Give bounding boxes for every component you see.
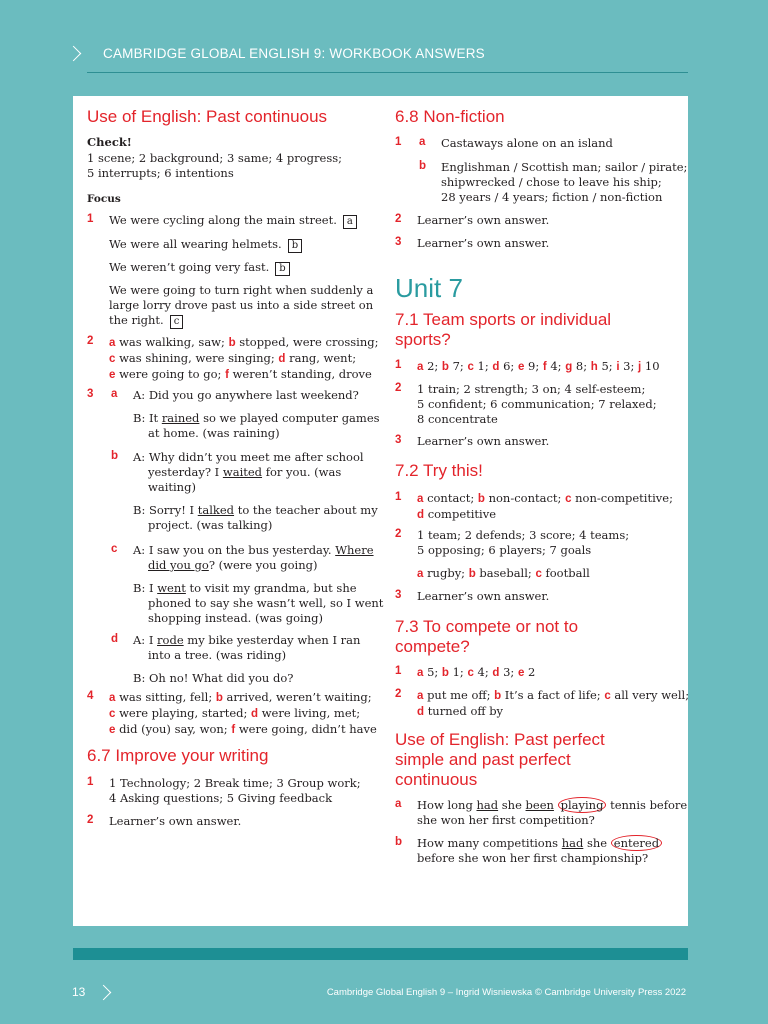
question-3 <box>395 236 680 252</box>
question-number: 1 <box>395 491 402 503</box>
question-1 <box>395 491 680 523</box>
question-2 <box>87 814 372 830</box>
section-title-7-3: 7.3 To compete or not to compete? <box>395 617 579 656</box>
answer-letter: d <box>278 353 286 365</box>
question-number: 3 <box>395 434 402 446</box>
chevron-right-icon <box>96 985 112 1001</box>
answer-text: were playing, started; <box>119 706 248 720</box>
answer-line <box>417 688 690 704</box>
question-number: 3 <box>87 388 94 400</box>
answer-line <box>109 213 357 229</box>
answer-text: 5 opposing; 6 players; 7 goals <box>417 543 592 557</box>
answer-box: a <box>343 215 357 229</box>
answer-text: were going to go; <box>119 367 222 381</box>
answer-letter: f <box>542 361 547 373</box>
answer-text: were going, didn’t have <box>238 722 377 736</box>
dialogue-line: B: Sorry! I talked to the teacher about my <box>133 503 378 517</box>
answer-text: arrived, weren’t waiting; <box>226 690 372 704</box>
answer-letter: a <box>395 798 402 810</box>
answer-text: competitive <box>427 507 497 521</box>
header-divider <box>87 72 688 73</box>
answer-letter: b <box>395 836 403 848</box>
answer-letter: e <box>109 369 116 381</box>
check-line-1: 1 scene; 2 background; 3 same; 4 progress; <box>87 151 343 165</box>
section-title-6-8: 6.8 Non-fiction <box>395 107 505 126</box>
answer-text: non-contact; <box>488 491 562 505</box>
dialogue-line: did you go? (were you going) <box>148 558 318 572</box>
answer-b <box>395 836 680 868</box>
copyright-text: Cambridge Global English 9 – Ingrid Wisniewska © Cambridge University Press 2022 <box>326 987 686 998</box>
answer-letter: j <box>638 361 642 373</box>
answer-letter: a <box>109 692 116 704</box>
answer-letter: b <box>111 450 119 462</box>
answer-box: b <box>275 262 289 276</box>
answer-letter: h <box>590 361 598 373</box>
answer-letter: b <box>468 568 476 580</box>
answer-a <box>395 798 688 830</box>
answer-text: shipwrecked / chose to leave his ship; <box>441 175 662 189</box>
answer-letter: b <box>494 690 502 702</box>
answer-text: 2; <box>427 359 439 373</box>
answer-letter: e <box>109 724 116 736</box>
question-number: 1 <box>395 136 402 148</box>
answer-text: 1 team; 2 defends; 3 score; 4 teams; <box>417 528 630 542</box>
page-header <box>0 0 768 96</box>
answer-text: 1 Technology; 2 Break time; 3 Group work; <box>109 776 361 790</box>
answer-text: 3; <box>503 665 515 679</box>
dialogue-line: A: I rode my bike yesterday when I ran <box>133 633 361 647</box>
question-number: 2 <box>395 528 402 540</box>
answer-text: before she won her first championship? <box>417 851 649 865</box>
question-1 <box>395 136 688 204</box>
answer-line <box>417 491 680 507</box>
check-line-2: 5 interrupts; 6 intentions <box>87 166 234 180</box>
answer-line <box>109 367 372 383</box>
answer-text: It’s a fact of life; <box>504 688 601 702</box>
answer-text: were living, met; <box>261 706 361 720</box>
answer-letter: f <box>231 724 236 736</box>
dialogue-line: project. (was talking) <box>148 518 273 532</box>
question-1 <box>87 213 372 333</box>
dialogue-line: A: Why didn’t you meet me after school <box>133 450 364 464</box>
answer-text: We were all wearing helmets. <box>109 237 282 251</box>
question-number: 4 <box>87 690 94 702</box>
answer-text: 2 <box>528 665 536 679</box>
answer-text: 7; <box>452 359 464 373</box>
answer-text: football <box>545 566 590 580</box>
question-2 <box>395 688 690 720</box>
answer-text: all very well; <box>614 688 690 702</box>
answer-letter: c <box>565 493 572 505</box>
header-title: CAMBRIDGE GLOBAL ENGLISH 9: WORKBOOK ANSWERS <box>103 46 485 61</box>
question-number: 3 <box>395 589 402 601</box>
section-title-6-7: 6.7 Improve your writing <box>87 746 269 765</box>
answer-letter: a <box>417 690 424 702</box>
question-number: 2 <box>395 213 402 225</box>
answer-text: Englishman / Scottish man; sailor / pirate; <box>441 160 688 174</box>
answer-line: How many competitions had she entered <box>417 836 680 851</box>
dialogue-line: B: I went to visit my grandma, but she <box>133 581 357 595</box>
dialogue-line: B: Oh no! What did you do? <box>133 671 294 685</box>
answer-text: was sitting, fell; <box>119 690 213 704</box>
dialogue-line: yesterday? I waited for you. (was <box>148 465 342 479</box>
answer-letter: d <box>417 509 425 521</box>
answer-text: We weren’t going very fast. <box>109 260 270 274</box>
answer-letter: c <box>604 690 611 702</box>
answer-text: 5; <box>427 665 439 679</box>
answer-text: We were going to turn right when suddenly a <box>109 283 374 297</box>
answer-letter: b <box>215 692 223 704</box>
answer-text: 4 Asking questions; 5 Giving feedback <box>109 791 333 805</box>
dialogue-line: shopping instead. (was going) <box>148 611 323 625</box>
section-title-7-1: 7.1 Team sports or individual sports? <box>395 310 612 349</box>
question-number: 2 <box>87 814 94 826</box>
answer-text: 3; <box>623 359 635 373</box>
answer-line <box>109 335 379 351</box>
answer-letter: d <box>492 667 500 679</box>
answer-letter: a <box>417 667 424 679</box>
answer-text: 5; <box>601 359 613 373</box>
answer-text: large lorry drove past us into a side street on <box>109 298 374 312</box>
question-3 <box>395 589 680 605</box>
dialogue-line: B: It rained so we played computer games <box>133 411 380 425</box>
answer-letter: i <box>616 361 620 373</box>
answer-box: c <box>170 315 184 329</box>
answer-letter: a <box>109 337 116 349</box>
answer-text: 8 concentrate <box>417 412 498 426</box>
answer-text: 4; <box>550 359 562 373</box>
answer-line <box>417 665 680 681</box>
answer-letter: a <box>419 136 426 148</box>
question-1 <box>87 776 372 808</box>
answer-line <box>417 704 680 720</box>
answer-text: Learner’s own answer. <box>417 236 550 250</box>
answer-text: was shining, were singing; <box>119 351 275 365</box>
answer-letter: a <box>417 361 424 373</box>
question-number: 1 <box>87 213 94 225</box>
dialogue-line: A: Did you go anywhere last weekend? <box>133 388 359 402</box>
answer-text: non-competitive; <box>575 491 673 505</box>
answers-panel <box>73 96 688 926</box>
answer-letter: d <box>492 361 500 373</box>
answer-text: stopped, were crossing; <box>239 335 379 349</box>
question-3 <box>395 434 680 450</box>
question-number: 2 <box>87 335 94 347</box>
answer-text: turned off by <box>427 704 504 718</box>
answer-text: put me off; <box>427 688 491 702</box>
answer-text: Learner’s own answer. <box>417 589 550 603</box>
question-2 <box>395 382 680 428</box>
answer-box: b <box>288 239 302 253</box>
section-title-past-perfect: Use of English: Past perfect simple and past perfect continuous <box>395 730 605 789</box>
check-label: Check! <box>87 135 132 149</box>
answer-letter: c <box>109 353 116 365</box>
answer-letter: c <box>111 543 118 555</box>
answer-text: rugby; <box>427 566 466 580</box>
answer-letter: g <box>565 361 573 373</box>
answer-text: 6; <box>503 359 515 373</box>
answer-letter: b <box>441 667 449 679</box>
answer-text: the right. <box>109 313 164 327</box>
answer-letter: c <box>535 568 542 580</box>
answer-line <box>109 260 290 276</box>
answer-text: Learner’s own answer. <box>109 814 242 828</box>
chevron-right-icon <box>66 46 82 62</box>
answer-letter: e <box>517 361 525 373</box>
question-number: 2 <box>395 688 402 700</box>
answer-letter: b <box>441 361 449 373</box>
dialogue-line: A: I saw you on the bus yesterday. Where <box>133 543 374 557</box>
section-title-7-2: 7.2 Try this! <box>395 461 483 480</box>
answer-letter: a <box>417 493 424 505</box>
answer-text: We were cycling along the main street. <box>109 213 337 227</box>
question-number: 1 <box>395 665 402 677</box>
answer-text: 1; <box>477 359 489 373</box>
answer-letter: b <box>228 337 236 349</box>
answer-letter: d <box>251 708 259 720</box>
answer-line <box>109 351 372 367</box>
answer-text: baseball; <box>479 566 532 580</box>
answer-line: How long had she been playing tennis before <box>417 798 688 812</box>
answer-text: Castaways alone on an island <box>441 136 613 150</box>
question-number: 1 <box>87 776 94 788</box>
answer-line <box>417 566 680 582</box>
answer-text: weren’t standing, drove <box>232 367 372 381</box>
question-number: 3 <box>395 236 402 248</box>
answer-text: rang, went; <box>289 351 357 365</box>
answer-letter: f <box>225 369 229 381</box>
answer-letter: c <box>467 361 474 373</box>
circled-word: playing <box>558 797 607 813</box>
question-number: 2 <box>395 382 402 394</box>
dialogue-line: into a tree. (was riding) <box>148 648 287 662</box>
answer-line <box>109 313 183 329</box>
answer-letter: a <box>417 568 424 580</box>
dialogue-line: phoned to say she wasn’t well, so I went <box>148 596 384 610</box>
answer-text: was walking, saw; <box>119 335 225 349</box>
answer-text: 28 years / 4 years; fiction / non-fiction <box>441 190 663 204</box>
answer-text: 1; <box>452 665 464 679</box>
question-number: 1 <box>395 359 402 371</box>
answer-line <box>417 359 680 375</box>
dialogue-line: at home. (was raining) <box>148 426 280 440</box>
circled-word: entered <box>611 835 662 851</box>
question-4 <box>87 690 377 736</box>
answer-text: 8; <box>575 359 588 373</box>
focus-label: Focus <box>87 193 121 205</box>
answer-text: she won her first competition? <box>417 813 595 827</box>
answer-letter: c <box>109 708 116 720</box>
answer-text: Learner’s own answer. <box>417 213 550 227</box>
question-2 <box>395 213 680 229</box>
answer-text: 1 train; 2 strength; 3 on; 4 self-esteem; <box>417 382 646 396</box>
answer-line <box>109 706 372 722</box>
answer-letter: a <box>111 388 118 400</box>
answer-text: 9; <box>528 359 540 373</box>
answer-text: did (you) say, won; <box>119 722 228 736</box>
question-2 <box>87 335 379 381</box>
question-2 <box>395 528 680 588</box>
answer-text: Learner’s own answer. <box>417 434 550 448</box>
answer-line <box>417 507 680 523</box>
answer-letter: d <box>111 633 119 645</box>
question-3 <box>87 388 384 688</box>
answer-text: 10 <box>644 359 660 373</box>
dialogue-line: waiting) <box>148 480 196 494</box>
answer-letter: b <box>477 493 485 505</box>
answer-line <box>109 722 377 738</box>
answer-text: contact; <box>427 491 475 505</box>
unit-heading: Unit 7 <box>395 273 463 303</box>
answer-line <box>109 237 302 253</box>
footer-band <box>73 948 688 960</box>
question-1 <box>395 359 680 375</box>
question-1 <box>395 665 680 681</box>
answer-letter: c <box>467 667 474 679</box>
answer-text: 4; <box>477 665 489 679</box>
answer-line <box>109 690 372 706</box>
section-title-past-continuous: Use of English: Past continuous <box>87 107 328 126</box>
page-number: 13 <box>72 985 86 999</box>
answer-text: 5 confident; 6 communication; 7 relaxed; <box>417 397 657 411</box>
answer-letter: d <box>417 706 425 718</box>
answer-letter: e <box>517 667 525 679</box>
answer-letter: b <box>419 160 427 172</box>
